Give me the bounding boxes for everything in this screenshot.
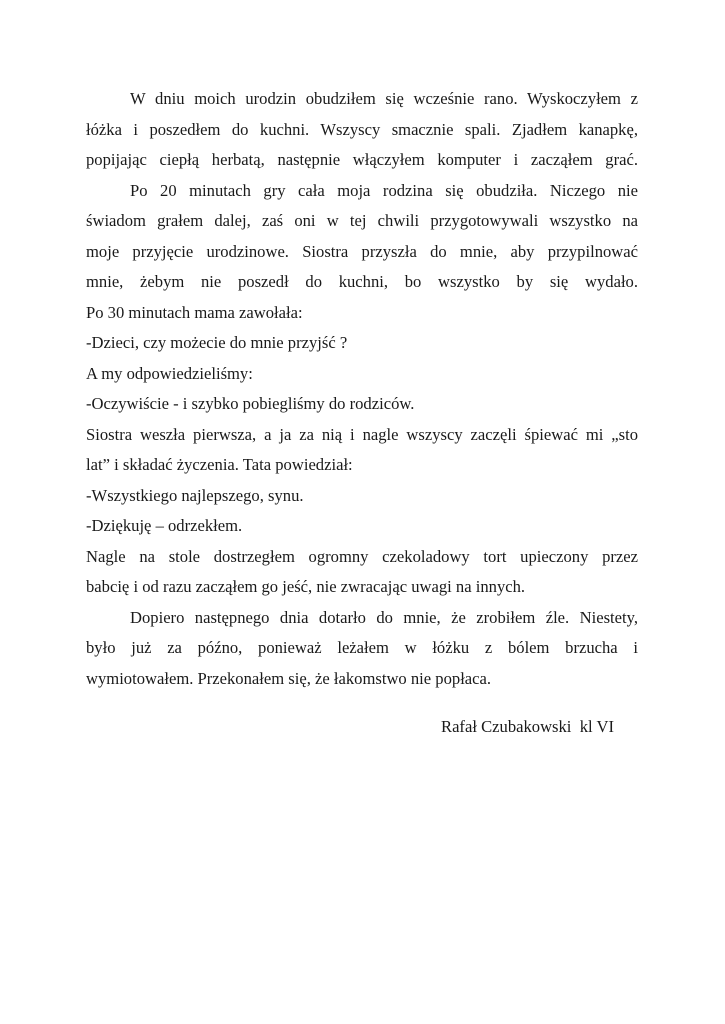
text-line: W dniu moich urodzin obudziłem się wcześnie rano. Wyskoczyłem z [130,89,638,108]
text-line: Po 30 minutach mama zawołała: [86,302,303,322]
text-line: łóżka i poszedłem do kuchni. Wszyscy smacznie spali. Zjadłem kanapkę, [86,119,638,139]
dialogue-line: -Dziękuję – odrzekłem. [86,516,243,535]
text-line: A my odpowiedzieliśmy: [86,363,253,383]
text-line: wymiotowałem. Przekonałem się, że łakomstwo nie popłaca. [86,668,492,688]
dialogue-line: -Wszystkiego najlepszego, synu. [86,485,304,505]
text-line: moje przyjęcie urodzinowe. Siostra przyszła do mnie, aby przypilnować [86,241,638,261]
dialogue-line: -Dzieci, czy możecie do mnie przyjść ? [86,333,348,352]
text-line: Siostra weszła pierwsza, a ja za nią i nagle wszyscy zaczęli śpiewać mi „sto [86,424,638,444]
story-text [86,84,638,694]
text-line: babcię i od razu zacząłem go jeść, nie zwracając uwagi na innych. [86,577,526,596]
text-line: popijając ciepłą herbatą, następnie włączyłem komputer i zacząłem grać. [86,150,638,169]
dialogue-line: -Oczywiście - i szybko pobiegliśmy do rodziców. [86,394,415,413]
text-line: świadom grałem dalej, zaś oni w tej chwili przygotowywali wszystko na [86,211,638,230]
text-line: Nagle na stole dostrzegłem ogromny czekoladowy tort upieczony przez [86,546,638,566]
text-line: mnie, żebym nie poszedł do kuchni, bo wszystko by się wydało. [86,272,638,291]
text-line: Dopiero następnego dnia dotarło do mnie, że zrobiłem źle. Niestety, [130,607,638,627]
author-signature: Rafał Czubakowski kl VI [441,717,614,736]
text-line: Po 20 minutach gry cała moja rodzina się obudziła. Niczego nie [130,180,638,200]
text-line: lat” i składać życzenia. Tata powiedział: [86,455,353,474]
text-line: było już za późno, ponieważ leżałem w łóżku z bólem brzucha i [86,638,638,657]
